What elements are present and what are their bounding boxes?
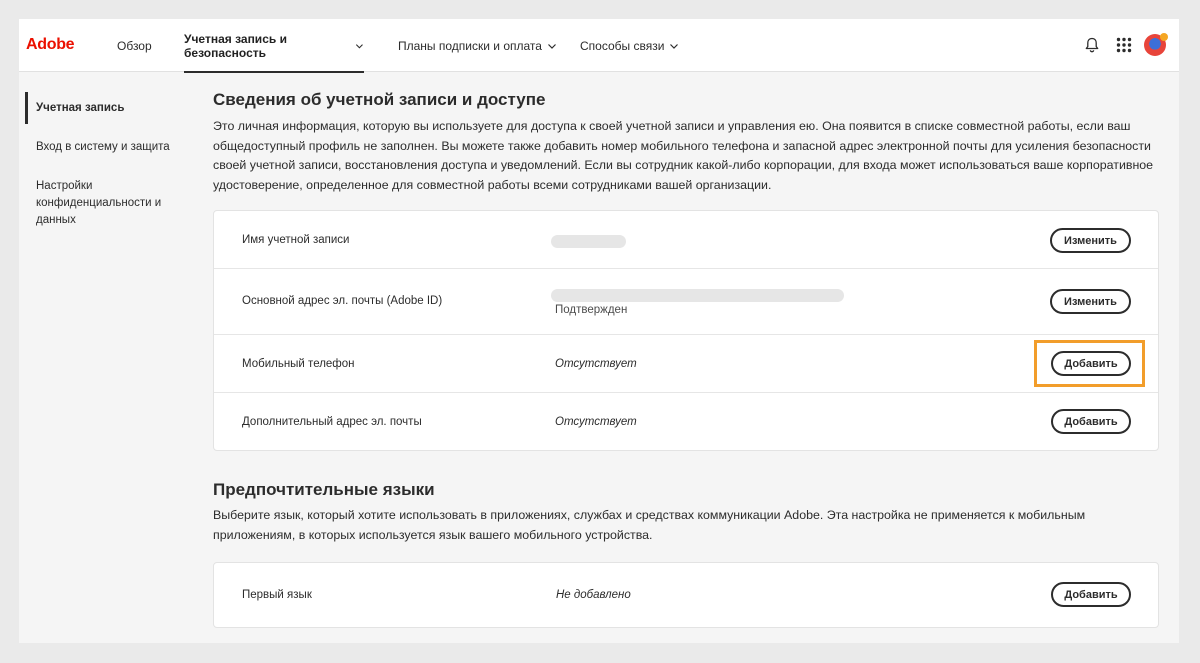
row-label: Дополнительный адрес эл. почты [242,416,422,428]
nav-overview-label: Обзор [117,38,152,53]
row-value: Отсутствует [555,416,637,428]
languages-section-title: Предпочтительные языки [213,480,435,499]
page-frame [19,19,1179,643]
apps-grid-icon[interactable] [1115,36,1133,54]
row-value: Не добавлено [556,589,631,601]
chevron-down-icon [547,41,557,51]
table-row [214,563,1158,627]
nav-plans-billing-label: Планы подписки и оплата [398,38,542,53]
table-row [214,211,1158,269]
sidebar-item-login-security[interactable]: Вход в систему и защита [36,141,170,153]
languages-section-description: Выберите язык, который хотите использовать в приложениях, службах и средствах коммуникации Adobe. Эта настройка не применяется к мобильным приложениям, в которых используется язык вашего мобильного устройства. [213,508,1086,542]
adobe-logo[interactable]: Adobe [26,36,75,53]
nav-overview[interactable] [117,19,152,72]
row-label: Имя учетной записи [242,234,350,246]
row-value: Отсутствует [555,358,637,370]
languages-card [213,562,1159,628]
nav-account-security[interactable] [184,19,364,72]
sidebar-item-privacy[interactable]: Настройки конфиденциальности и данных [36,180,162,226]
nav-plans-billing[interactable] [398,19,557,72]
row-label: Мобильный телефон [242,358,355,370]
top-navigation-bar [19,19,1179,72]
row-label: Основной адрес эл. почты (Adobe ID) [242,295,443,307]
nav-contact[interactable] [580,19,679,72]
account-details-card [213,210,1159,451]
account-section-title: Сведения об учетной записи и доступе [213,90,546,109]
sidebar-item-account[interactable]: Учетная запись [36,102,125,114]
add-mobile-phone-button[interactable]: Добавить [1051,351,1131,376]
notification-badge [1160,33,1168,41]
add-first-language-button[interactable]: Добавить [1051,582,1131,607]
nav-account-security-label: Учетная запись и безопасность [184,31,287,60]
bell-icon[interactable] [1083,36,1101,54]
row-label: Первый язык [242,589,312,601]
add-secondary-email-button[interactable]: Добавить [1051,409,1131,434]
edit-email-button[interactable]: Изменить [1050,289,1131,314]
chevron-down-icon [669,41,679,51]
account-section-description: Это личная информация, которую вы используете для доступа к своей учетной записи и управления ею. Она появится в списке совместной работы, если ваш общедоступный профиль не заполнен. Вы можете также добавить номер мобильного телефона и запасной адрес электронной почты для усиления безопасности своей учетной записи, восстановления доступа и уведомлений. Если вы сотрудник какой-либо корпорации, для входа может использоваться ваше корпоративное удостоверение, определенное для совместной работы всеми сотрудниками вашей организации. [213,119,1154,192]
highlight-frame [1034,340,1145,387]
sidebar-active-indicator [25,92,28,124]
table-row [214,335,1158,393]
edit-account-name-button[interactable]: Изменить [1050,228,1131,253]
email-status: Подтвержден [555,304,628,316]
table-row [214,269,1158,335]
table-row [214,393,1158,451]
chevron-down-icon [355,41,364,51]
redacted-value [551,235,626,248]
redacted-value [551,289,844,302]
nav-contact-label: Способы связи [580,38,665,53]
